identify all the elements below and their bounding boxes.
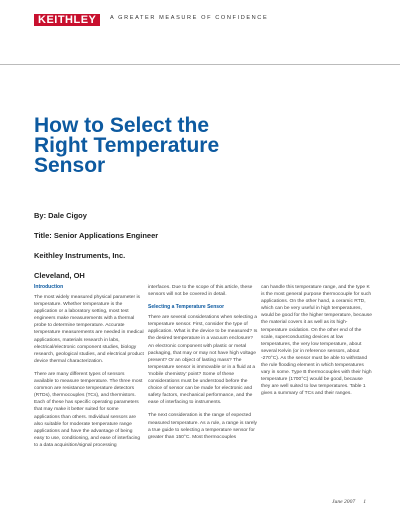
body-column-3: [261, 284, 373, 404]
paragraph: The most widely measured physical parameter is temperature. Whether temperature is the application or a laboratory setting, most test engineers make measurements with a thermal probe to determine temperature. Accurate temperature measurements are needed in medical applications, materials research in labs, electrical/electronic component studies, biology research, geological studies, and electrical product device thermal characterization.: [34, 295, 144, 364]
body-column-2: [148, 284, 258, 447]
company-tagline: A GREATER MEASURE OF CONFIDENCE: [110, 15, 269, 21]
keithley-logo: KEITHLEY: [34, 14, 100, 26]
title-line-1: How to Select the: [34, 114, 210, 137]
document-title: [34, 116, 334, 176]
section-heading-introduction: Introduction: [34, 284, 64, 290]
header-divider: [0, 64, 400, 65]
paragraph: The next consideration is the range of expected measured temperature. As a rule, a range is rarely a true guide to selecting a temperature sensor for greater than 150°C. Most thermocouples: [148, 413, 258, 440]
page-footer: [324, 499, 366, 505]
body-column-1: [34, 284, 144, 455]
title-line-3: Sensor: [34, 154, 106, 177]
footer-date: June 2007: [332, 499, 356, 505]
section-heading-selecting: Selecting a Temperature Sensor: [148, 304, 225, 311]
title-line-2: Right Temperature: [34, 134, 220, 157]
paragraph: There are several considerations when selecting a temperature sensor. First, consider the type of application. What is the device to be measured? Is the desired temperature in a vacuum enclosure? An electronic component with plastic or metal packaging, that may or may not have high voltage present? Or an object of lasting mass? The temperature sensor is immovable or in a fluid at a 'mobile chemistry' point? Some of these considerations must be understood before the choice of sensor can be made for electronic and safety factors, mechanical performance, and the ease of interfacing to instruments.: [148, 315, 258, 406]
page-header: [0, 0, 400, 64]
paragraph: There are many different types of sensors available to measure temperature. The three most common are resistance temperature detectors (RTDs), thermocouples (TCs), and thermistors. Each of these has specific operating parameters that may make it better suited for some applications than others. Individual sensors are also suitable for moderate temperature range applications and have the advantage of being easy to use, conditioning, and ease of interfacing to a data acquisition/signal processing: [34, 371, 143, 448]
location: Cleveland, OH: [34, 271, 85, 280]
company-name: Keithley Instruments, Inc.: [34, 251, 126, 260]
author-name: By: Dale Cigoy: [34, 211, 87, 220]
author-title: Title: Senior Applications Engineer: [34, 231, 159, 240]
paragraph: can handle this temperature range, and the type K is the most general purpose thermocouple for such applications. On the other hand, a ceramic RTD, which can be very useful in high temperatures, would be good for the higher temperature, because the material covers it as well as its high-temperature oxidation. On the other end of the scale, superconducting devices at low temperatures, the very low temperature, about several Kelvin (or in reference sensors, about -270°C). As the sensor must be able to withstand the rule flooding element in which temperatures vary in some. Type B thermocouples with their high temperature (1700°C) would be good, because they are well suited to low temperatures. Table 1 gives a summary of TCs and their ranges.: [261, 285, 372, 397]
author-info: [34, 211, 364, 291]
paragraph: interfaces. Due to the scope of this article, these sensors will not be covered in detail.: [148, 285, 253, 298]
page-number: 1: [363, 499, 366, 505]
